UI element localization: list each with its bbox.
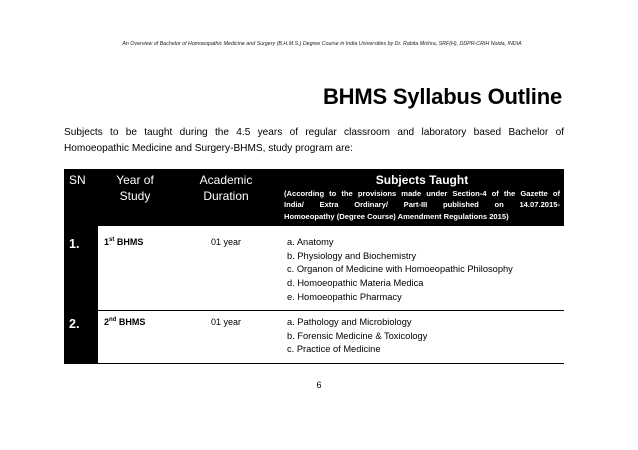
row-year: 2nd BHMS bbox=[104, 317, 146, 328]
subjects-note-line: Homoeopathy (Degree Course) Amendment Regulations 2015) bbox=[284, 211, 509, 221]
subject-item: d. Homoeopathic Materia Medica bbox=[287, 278, 424, 288]
page-title: BHMS Syllabus Outline bbox=[322, 84, 562, 109]
subject-item: a. Pathology and Microbiology bbox=[287, 317, 412, 328]
table-header-row bbox=[64, 169, 564, 226]
syllabus-table bbox=[64, 169, 564, 364]
subject-item: b. Physiology and Biochemistry bbox=[287, 250, 417, 261]
subjects-note-line: (According to the provisions made under Section-4 of the Gazette of bbox=[284, 189, 560, 198]
subject-item: e. Homoeopathic Pharmacy bbox=[287, 291, 402, 302]
row-sn: 2. bbox=[64, 311, 98, 363]
row-subjects bbox=[280, 231, 564, 310]
table-row bbox=[64, 311, 564, 363]
row-duration: 01 year bbox=[210, 317, 242, 328]
row-divider bbox=[98, 363, 564, 364]
row-duration: 01 year bbox=[210, 237, 242, 248]
header-sn: SN bbox=[64, 169, 98, 226]
subject-item: b. Forensic Medicine & Toxicology bbox=[287, 330, 428, 341]
subject-item: c. Organon of Medicine with Homoeopathic Philosophy bbox=[287, 264, 513, 275]
subjects-title: Subjects Taught bbox=[375, 173, 469, 187]
row-subjects bbox=[280, 311, 564, 363]
row-year: 1st BHMS bbox=[104, 237, 144, 248]
header-year-of-study: Year of Study bbox=[98, 169, 172, 226]
intro-paragraph: Subjects to be taught during the 4.5 years of regular classroom and laboratory based Bachelor of Homoeopathic Medicine and Surgery-BHMS, study program are: bbox=[64, 127, 564, 154]
row-sn: 1. bbox=[64, 231, 98, 310]
page-number: 6 bbox=[316, 380, 322, 390]
running-header: An Overview of Bachelor of Homoeopathic Medicine and Surgery (B.H.M.S.) Degree Course in India Universities by Dr. Rabita Mishra, SRF(H), DDPR-CRIH Noida, INDIA bbox=[122, 41, 522, 47]
header-subjects-taught bbox=[280, 169, 564, 226]
subject-item: a. Anatomy bbox=[287, 237, 334, 248]
header-academic-duration: Academic Duration bbox=[172, 169, 280, 226]
subject-item: c. Practice of Medicine bbox=[287, 344, 381, 355]
table-row bbox=[64, 231, 564, 310]
subjects-note-line: India/ Extra Ordinary/ Part-III published on 14.07.2015- bbox=[284, 200, 560, 210]
